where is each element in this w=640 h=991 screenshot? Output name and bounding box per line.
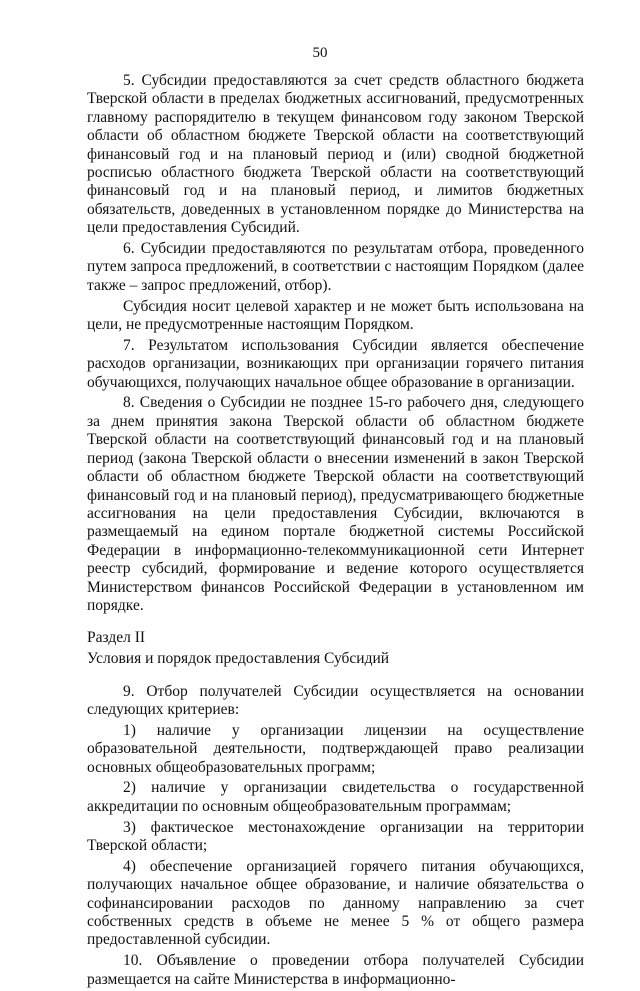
paragraph-10: 10. Объявление о проведении отбора получателей Субсидии размещается на сайте Министерства в информационно-: [87, 952, 584, 988]
section-header: [87, 629, 584, 668]
page-number: 50: [312, 45, 328, 61]
criterion-2: 2) наличие у организации свидетельства о государственной аккредитации по основным общеобразовательным программам;: [87, 779, 584, 815]
paragraph-5: 5. Субсидии предоставляются за счет средств областного бюджета Тверской области в пределах бюджетных ассигнований, предусмотренных главному распорядителю в текущем финансовом году законом Тверской области об областном бюджете Тверской области на соответствующий финансовый год и на плановый период и (или) сводной бюджетной росписью областного бюджета Тверской области на соответствующий финансовый год и на плановый период, и лимитов бюджетных обязательств, доведенных в установленном порядке до Министерства на цели предоставления Субсидий.: [87, 72, 584, 237]
criterion-3: 3) фактическое местонахождение организации на территории Тверской области;: [87, 818, 584, 854]
criterion-4: 4) обеспечение организацией горячего питания обучающихся, получающих начальное общее образование, и наличие обязательства о софинансировании расходов по данному направлению за счет собственных средств в объеме не менее 5 % от общего размера предоставленной субсидии.: [87, 857, 584, 949]
paragraph-8: 8. Сведения о Субсидии не позднее 15-го рабочего дня, следующего за днем принятия закона Тверской области об областном бюджете Тверской области на соответствующий финансовый год и на плановый период (закона Тверской области о внесении изменений в закон Тверской области об областном бюджете Тверской области на соответствующий финансовый год и на плановый период), предусматривающего бюджетные ассигнования на цели предоставления Субсидии, включаются в размещаемый на едином портале бюджетной системы Российской Федерации в информационно-телекоммуникационной сети Интернет реестр субсидий, формирование и ведение которого осуществляется Министерством финансов Российской Федерации в установленном им порядке.: [87, 394, 584, 614]
criterion-1: 1) наличие у организации лицензии на осуществление образовательной деятельности, подтверждающей право реализации основных общеобразовательных программ;: [87, 721, 584, 776]
section-heading: Раздел II: [87, 629, 146, 647]
paragraph-7: 7. Результатом использования Субсидии является обеспечение расходов организации, возникающих при организации горячего питания обучающихся, получающих начальное общее образование в организации.: [87, 336, 584, 391]
section-title: Условия и порядок предоставления Субсидий: [87, 650, 390, 668]
document-body: [87, 72, 584, 991]
paragraph-6-note: Субсидия носит целевой характер и не может быть использована на цели, не предусмотренные настоящим Порядком.: [87, 297, 584, 334]
paragraph-6: 6. Субсидии предоставляются по результатам отбора, проведенного путем запроса предложений, в соответствии с настоящим Порядком (далее также – запрос предложений, отбор).: [87, 240, 584, 294]
paragraph-9: 9. Отбор получателей Субсидии осуществляется на основании следующих критериев:: [87, 682, 584, 718]
